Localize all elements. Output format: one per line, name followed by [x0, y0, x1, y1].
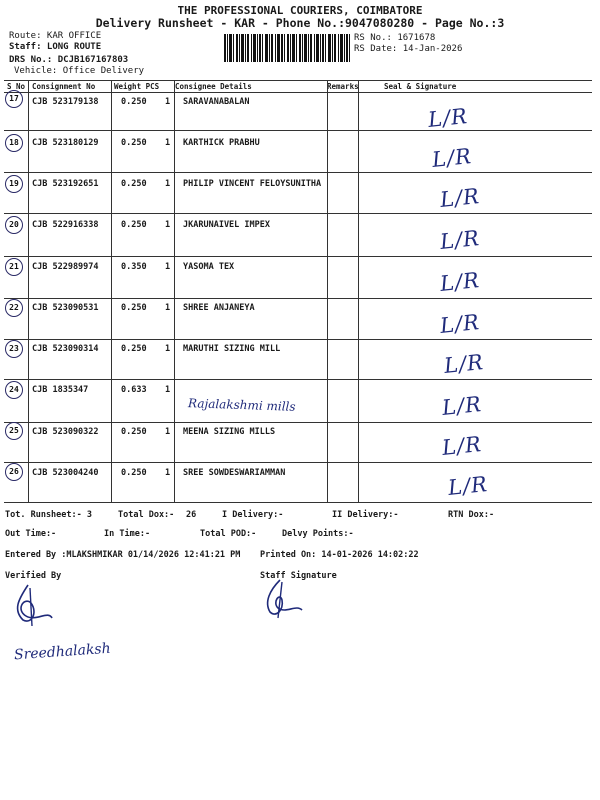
out-time: Out Time:-: [5, 529, 57, 539]
weight: 0.250: [121, 303, 147, 313]
delivery-signature: L/R: [438, 183, 481, 213]
weight: 0.250: [121, 468, 147, 478]
row-rule: [4, 298, 592, 299]
row-rule: [4, 172, 592, 173]
weight: 0.250: [121, 138, 147, 148]
col-divider: [174, 80, 175, 502]
table-bottom-rule: [4, 502, 592, 503]
consignment-number: CJB 523090531: [32, 303, 99, 313]
pieces: 1: [165, 468, 171, 478]
weight: 0.633: [121, 385, 147, 395]
row-number: 20: [5, 216, 23, 234]
runsheet-title: Delivery Runsheet - KAR - Phone No.:9047080280 - Page No.:3: [95, 16, 505, 30]
row-rule: [4, 339, 592, 340]
row-rule: [4, 130, 592, 131]
consignment-number: CJB 523180129: [32, 138, 99, 148]
col-header-consignee: Consignee Details: [175, 82, 252, 91]
consignee-name: SARAVANABALAN: [183, 97, 250, 107]
col-divider: [327, 80, 328, 502]
staff-signature-label: Staff Signature: [260, 571, 337, 581]
row-number: 23: [5, 340, 23, 358]
delivery-signature: L/R: [438, 309, 481, 339]
delivery-signature: L/R: [438, 267, 481, 297]
weight: 0.250: [121, 344, 147, 354]
i-delivery: I Delivery:-: [222, 510, 284, 520]
delivery-signature: L/R: [426, 103, 469, 133]
consignment-number: CJB 522916338: [32, 220, 99, 230]
handwritten-name: Sreedhalaksh: [13, 640, 112, 664]
col-header-consignment: Consignment No: [32, 82, 96, 91]
row-number: 25: [5, 422, 23, 440]
consignee-name: YASOMA TEX: [183, 262, 235, 272]
total-dox-label: Total Dox:-: [118, 510, 175, 520]
consignee-name: KARTHICK PRABHU: [183, 138, 260, 148]
total-dox-value: 26: [186, 510, 197, 520]
consignment-number: CJB 523090322: [32, 427, 99, 437]
consignment-number: CJB 522989974: [32, 262, 99, 272]
pieces: 1: [165, 220, 171, 230]
delivery-signature: L/R: [440, 391, 483, 421]
company-title: THE PROFESSIONAL COURIERS, COIMBATORE: [177, 4, 423, 17]
drs-number: DRS No.: DCJB167167803: [9, 55, 129, 65]
col-divider: [111, 80, 112, 502]
rtn-dox: RTN Dox:-: [448, 510, 495, 520]
total-pod: Total POD:-: [200, 529, 257, 539]
consignee-name: PHILIP VINCENT FELOYSUNITHA: [183, 179, 322, 189]
consignment-number: CJB 1835347: [32, 385, 89, 395]
col-divider: [28, 80, 29, 502]
pieces: 1: [165, 344, 171, 354]
pieces: 1: [165, 427, 171, 437]
consignee-name: MARUTHI SIZING MILL: [183, 344, 281, 354]
weight: 0.250: [121, 220, 147, 230]
barcode: [224, 34, 350, 62]
col-header-weight-pcs: Weight PCS: [114, 82, 160, 91]
row-number: 18: [5, 134, 23, 152]
handwritten-consignee: Rajalakshmi mills: [187, 396, 296, 414]
consignee-name: JKARUNAIVEL IMPEX: [183, 220, 270, 230]
delivery-signature: L/R: [440, 431, 483, 461]
row-number: 17: [5, 90, 23, 108]
row-rule: [4, 379, 592, 380]
row-number: 19: [5, 175, 23, 193]
pieces: 1: [165, 385, 171, 395]
row-rule: [4, 256, 592, 257]
entered-by: Entered By :MLAKSHMIKAR 01/14/2026 12:41:21 PM: [5, 550, 241, 560]
consignment-number: CJB 523090314: [32, 344, 99, 354]
ii-delivery: II Delivery:-: [332, 510, 399, 520]
col-header-seal-signature: Seal & Signature: [384, 82, 457, 91]
pieces: 1: [165, 262, 171, 272]
delivery-signature: L/R: [446, 471, 489, 501]
row-number: 24: [5, 381, 23, 399]
vehicle-label: Vehicle: Office Delivery: [14, 66, 145, 76]
delivery-signature: L/R: [430, 143, 473, 173]
consignee-name: SHREE ANJANEYA: [183, 303, 255, 313]
rs-number: RS No.: 1671678: [354, 33, 436, 43]
pieces: 1: [165, 138, 171, 148]
route-label: Route: KAR OFFICE: [9, 31, 102, 41]
row-number: 26: [5, 463, 23, 481]
table-top-rule: [4, 80, 592, 81]
weight: 0.250: [121, 427, 147, 437]
staff-label: Staff: LONG ROUTE: [9, 42, 102, 52]
delivery-signature: L/R: [442, 349, 485, 379]
rs-date: RS Date: 14-Jan-2026: [354, 44, 463, 54]
consignment-number: CJB 523179138: [32, 97, 99, 107]
row-number: 21: [5, 258, 23, 276]
table-header-rule: [4, 92, 592, 93]
in-time: In Time:-: [104, 529, 151, 539]
consignment-number: CJB 523192651: [32, 179, 99, 189]
verified-by-label: Verified By: [5, 571, 62, 581]
pieces: 1: [165, 303, 171, 313]
pieces: 1: [165, 97, 171, 107]
delvy-points: Delvy Points:-: [282, 529, 354, 539]
consignee-name: SREE SOWDESWARIAMMAN: [183, 468, 286, 478]
consignment-number: CJB 523004240: [32, 468, 99, 478]
col-header-sno: S No: [7, 82, 26, 91]
staff-signature: [258, 576, 308, 621]
col-header-remarks: Remarks: [327, 82, 359, 91]
printed-on: Printed On: 14-01-2026 14:02:22: [260, 550, 419, 560]
verifier-signature: [8, 580, 58, 630]
row-rule: [4, 213, 592, 214]
consignee-name: MEENA SIZING MILLS: [183, 427, 276, 437]
delivery-signature: L/R: [438, 225, 481, 255]
weight: 0.250: [121, 179, 147, 189]
row-number: 22: [5, 299, 23, 317]
weight: 0.250: [121, 97, 147, 107]
row-rule: [4, 422, 592, 423]
pieces: 1: [165, 179, 171, 189]
weight: 0.350: [121, 262, 147, 272]
tot-runsheet: Tot. Runsheet:- 3: [5, 510, 92, 520]
row-rule: [4, 462, 592, 463]
col-divider: [358, 80, 359, 502]
